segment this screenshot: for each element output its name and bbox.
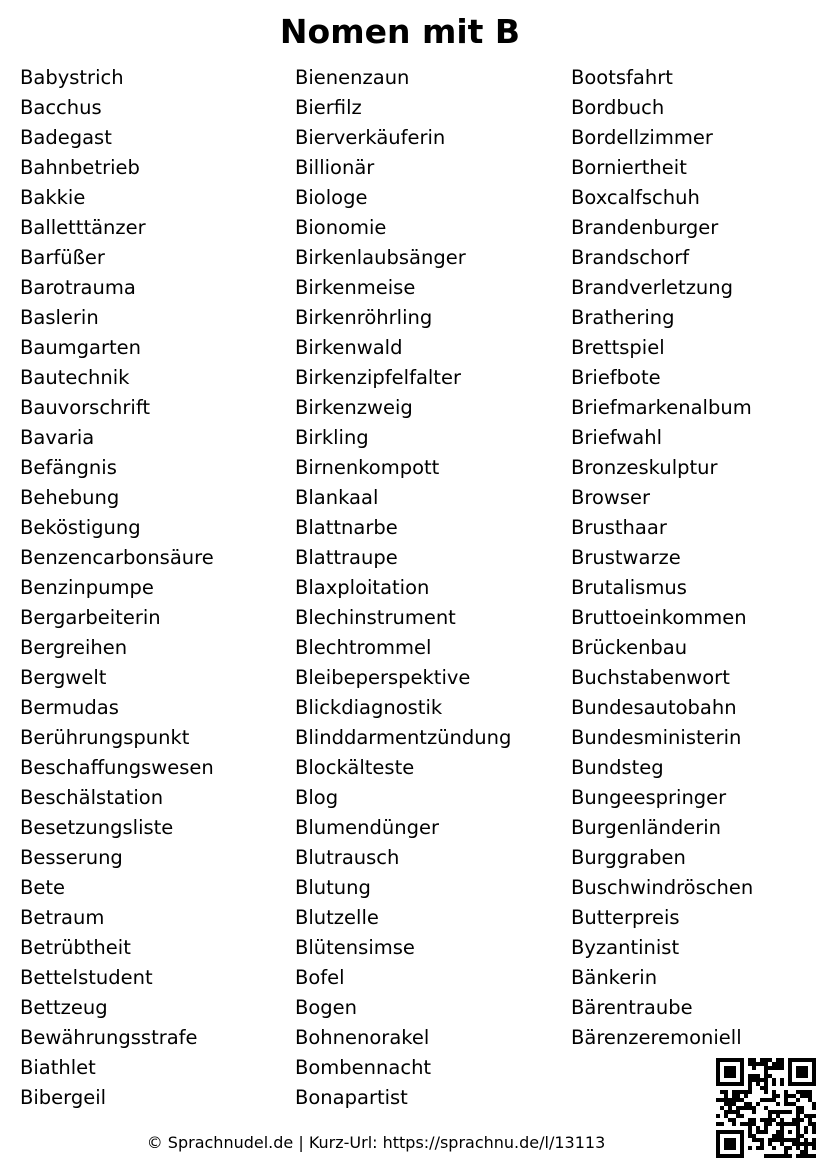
word-item: Blickdiagnostik — [295, 696, 443, 719]
word-item: Bänkerin — [571, 966, 658, 989]
word-item: Bionomie — [295, 216, 387, 239]
footer-credit: © Sprachnudel.de | Kurz-Url: https://sprachnu.de/l/13113 — [146, 1133, 606, 1152]
word-item: Byzantinist — [571, 936, 680, 959]
word-item: Bogen — [295, 996, 358, 1019]
word-item: Bienenzaun — [295, 66, 410, 89]
word-item: Beschaffungswesen — [20, 756, 214, 779]
word-item: Blaxploitation — [295, 576, 430, 599]
word-item: Bergarbeiterin — [20, 606, 161, 629]
word-item: Brusthaar — [571, 516, 667, 539]
word-item: Borniertheit — [571, 156, 687, 179]
word-item: Birkling — [295, 426, 369, 449]
word-item: Blattraupe — [295, 546, 398, 569]
word-item: Bundesautobahn — [571, 696, 737, 719]
word-item: Betraum — [20, 906, 105, 929]
word-item: Birkenmeise — [295, 276, 416, 299]
word-item: Buchstabenwort — [571, 666, 730, 689]
word-item: Benzinpumpe — [20, 576, 154, 599]
word-item: Bundesministerin — [571, 726, 742, 749]
word-item: Blechtrommel — [295, 636, 432, 659]
word-column-3 — [571, 63, 753, 1053]
word-item: Baumgarten — [20, 336, 142, 359]
word-item: Birkenwald — [295, 336, 403, 359]
word-item: Brathering — [571, 306, 675, 329]
word-item: Brandenburger — [571, 216, 719, 239]
word-item: Bettelstudent — [20, 966, 153, 989]
word-item: Bleibeperspektive — [295, 666, 471, 689]
word-item: Beschälstation — [20, 786, 164, 809]
word-column-1 — [20, 63, 214, 1113]
word-item: Browser — [571, 486, 651, 509]
word-item: Bergreihen — [20, 636, 128, 659]
word-item: Bierfilz — [295, 96, 362, 119]
word-item: Brustwarze — [571, 546, 681, 569]
word-item: Bombennacht — [295, 1056, 432, 1079]
word-item: Bronzeskulptur — [571, 456, 718, 479]
word-item: Betrübtheit — [20, 936, 131, 959]
word-item: Boxcalfschuh — [571, 186, 700, 209]
word-item: Birnenkompott — [295, 456, 440, 479]
word-item: Brandschorf — [571, 246, 690, 269]
word-item: Barfüßer — [20, 246, 105, 269]
word-item: Brettspiel — [571, 336, 665, 359]
word-item: Blattnarbe — [295, 516, 398, 539]
word-item: Beköstigung — [20, 516, 141, 539]
word-item: Blutzelle — [295, 906, 379, 929]
word-item: Bruttoeinkommen — [571, 606, 747, 629]
word-item: Butterpreis — [571, 906, 680, 929]
word-item: Behebung — [20, 486, 120, 509]
word-item: Besserung — [20, 846, 123, 869]
word-item: Bärenzeremoniell — [571, 1026, 742, 1049]
word-item: Bavaria — [20, 426, 95, 449]
word-item: Blutrausch — [295, 846, 400, 869]
word-item: Blinddarmentzündung — [295, 726, 512, 749]
word-item: Biathlet — [20, 1056, 96, 1079]
word-item: Berührungspunkt — [20, 726, 190, 749]
word-item: Bonapartist — [295, 1086, 408, 1109]
word-item: Blutung — [295, 876, 371, 899]
word-item: Birkenzweig — [295, 396, 413, 419]
word-item: Bungeespringer — [571, 786, 727, 809]
word-item: Bohnenorakel — [295, 1026, 430, 1049]
word-item: Brutalismus — [571, 576, 687, 599]
word-item: Bärentraube — [571, 996, 693, 1019]
word-item: Briefwahl — [571, 426, 663, 449]
word-item: Blockälteste — [295, 756, 415, 779]
word-item: Bahnbetrieb — [20, 156, 140, 179]
word-item: Bundsteg — [571, 756, 664, 779]
word-item: Bete — [20, 876, 66, 899]
word-item: Biologe — [295, 186, 368, 209]
word-item: Bergwelt — [20, 666, 107, 689]
word-item: Buschwindröschen — [571, 876, 754, 899]
word-item: Bierverkäuferin — [295, 126, 446, 149]
word-item: Balletttänzer — [20, 216, 146, 239]
word-item: Bewährungsstrafe — [20, 1026, 198, 1049]
word-item: Burggraben — [571, 846, 686, 869]
word-item: Birkenröhrling — [295, 306, 433, 329]
word-item: Blütensimse — [295, 936, 415, 959]
qr-code-icon[interactable] — [716, 1058, 816, 1158]
word-item: Bibergeil — [20, 1086, 107, 1109]
word-item: Blumendünger — [295, 816, 439, 839]
word-item: Bofel — [295, 966, 345, 989]
word-item: Bakkie — [20, 186, 86, 209]
word-item: Benzencarbonsäure — [20, 546, 214, 569]
word-item: Bautechnik — [20, 366, 130, 389]
word-column-2 — [295, 63, 511, 1113]
word-item: Barotrauma — [20, 276, 136, 299]
word-item: Badegast — [20, 126, 112, 149]
word-item: Briefbote — [571, 366, 661, 389]
word-item: Bettzeug — [20, 996, 108, 1019]
word-item: Bauvorschrift — [20, 396, 151, 419]
word-item: Besetzungsliste — [20, 816, 174, 839]
word-item: Blog — [295, 786, 339, 809]
word-item: Bordellzimmer — [571, 126, 713, 149]
word-item: Bootsfahrt — [571, 66, 673, 89]
page-title: Nomen mit B — [279, 12, 521, 51]
word-item: Birkenzipfelfalter — [295, 366, 461, 389]
word-item: Briefmarkenalbum — [571, 396, 752, 419]
word-item: Bordbuch — [571, 96, 665, 119]
word-item: Blechinstrument — [295, 606, 456, 629]
word-item: Baslerin — [20, 306, 99, 329]
word-item: Bermudas — [20, 696, 119, 719]
word-item: Billionär — [295, 156, 375, 179]
word-item: Befängnis — [20, 456, 117, 479]
word-item: Birkenlaubsänger — [295, 246, 466, 269]
word-item: Brandverletzung — [571, 276, 734, 299]
word-item: Brückenbau — [571, 636, 688, 659]
word-item: Blankaal — [295, 486, 379, 509]
word-item: Burgenländerin — [571, 816, 722, 839]
word-item: Bacchus — [20, 96, 102, 119]
word-item: Babystrich — [20, 66, 124, 89]
